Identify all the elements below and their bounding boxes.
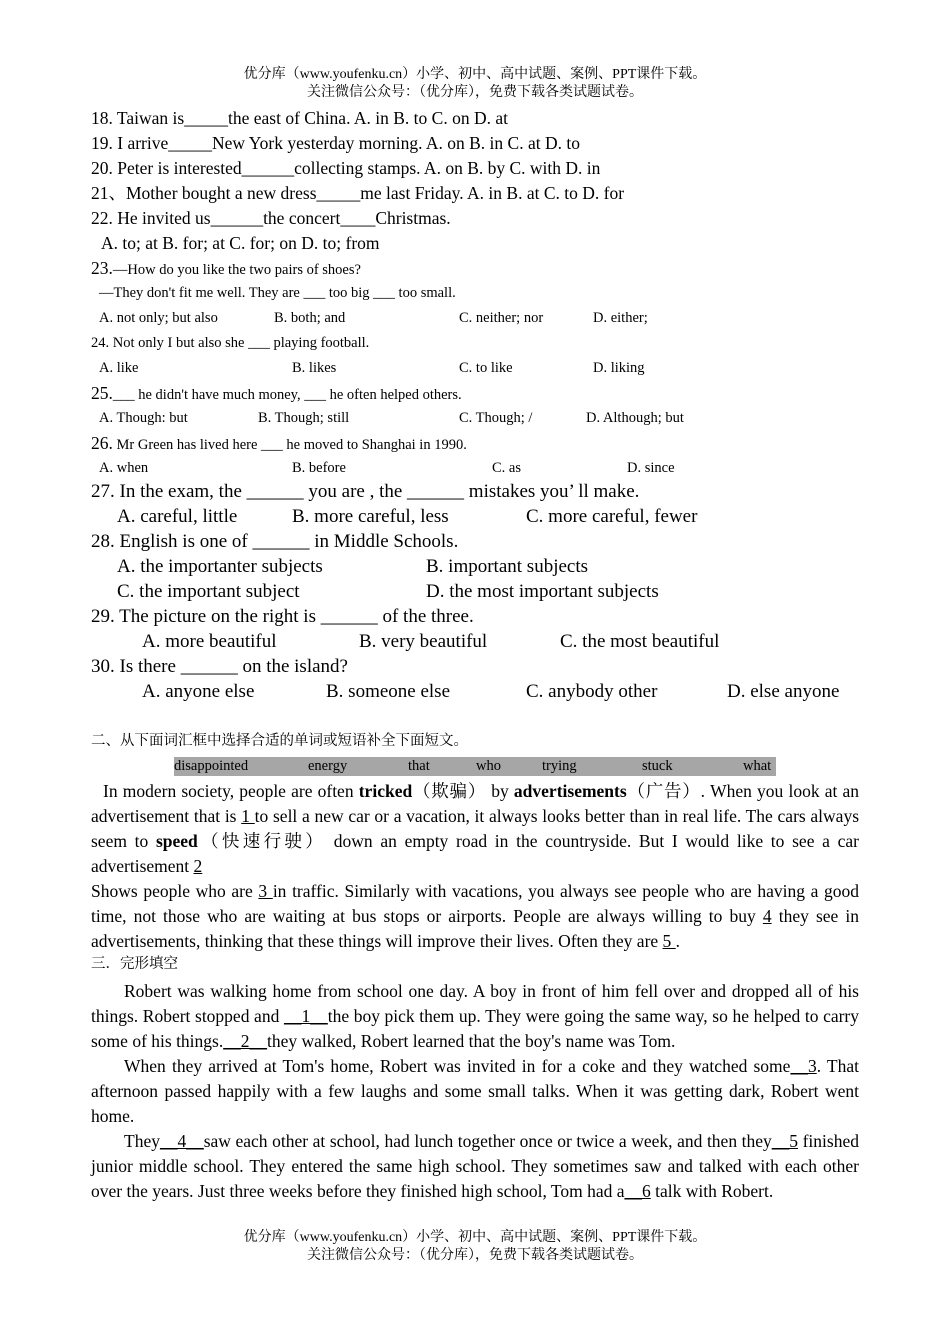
word-bank-item: who [476, 758, 501, 774]
blank-2: 2 [193, 856, 203, 876]
section-2-passage: In modern society, people are often tricked（欺骗） by advertisements（广告）. When you look at an advertisement that is 1 to sell a new car or a vacation, it always looks better than in real life. The cars always seem to speed（快速行驶） down an empty road in the countryside. But I would like to see a car advertisement 2 Shows people who are 3 in traffic. Similarly with vacations, you always see people who are having a good time, not those who are waiting at bus stops or airports. People are always willing to buy 4 they see in advertisements, thinking that these things will improve their lives. Often they are 5 . [91, 781, 860, 951]
option-b: B. someone else [326, 681, 451, 702]
option-c: C. anybody other [526, 681, 658, 702]
section-3-title: 三．完形填空 [91, 956, 178, 972]
section-2-title: 二、从下面词汇框中选择合适的单词或短语补全下面短文。 [91, 733, 468, 749]
option-c: C. to like [459, 360, 513, 376]
section-3-passage: Robert was walking home from school one day. A boy in front of him fell over and dropped all of his things. Robert stopped and __1__the boy pick them up. They were going the same way, so he helped to carry some of his things.__2__they walked, Robert learned that the boy's name was Tom. When they arrived at Tom's home, Robert was invited in for a coke and they watched some__3. That afternoon passed happily with a few laughs and some small talks. When it was getting dark, Robert went home. They__4__saw each other at school, had lunch together once or twice a week, and then they__5 finished junior middle school. They entered the same high school. They sometimes saw and talked with each other over the years. Just three weeks before they finished high school, Tom had a__6 talk with Robert. [91, 981, 860, 1201]
option-b: B. more careful, less [292, 506, 449, 527]
option-a: A. when [99, 460, 149, 476]
option-a: A. Though: but [99, 410, 188, 426]
option-c: C. more careful, fewer [526, 506, 698, 527]
blank-4: 4 [762, 906, 772, 926]
word-bank-item: trying [542, 758, 577, 774]
blank-1: __1__ [283, 1006, 328, 1026]
blank-4: __4__ [159, 1131, 204, 1151]
header-line-2: 关注微信公众号：（优分库），免费下载各类试题试卷。 [307, 85, 643, 100]
blank-5: __5 [771, 1131, 799, 1151]
question-25 [91, 382, 462, 406]
question-23-line-2: —They don't fit me well. They are ___ too big ___ too small. [99, 285, 456, 301]
keyword-tricked: tricked [358, 781, 413, 801]
question-stem: Mr Green has lived here ___ he moved to Shanghai in 1990. [112, 437, 467, 453]
question-29: 29. The picture on the right is ______ of the three. [91, 606, 474, 627]
option-d: D. liking [593, 360, 645, 376]
question-21: 21、Mother bought a new dress_____me last Friday. A. in B. at C. to D. for [91, 183, 625, 203]
question-20: 20. Peter is interested______collecting stamps. A. on B. by C. with D. in [91, 158, 601, 178]
question-19: 19. I arrive_____New York yesterday morning. A. on B. in C. at D. to [91, 133, 580, 153]
option-d: D. the most important subjects [426, 581, 659, 602]
option-d: D. either; [593, 310, 648, 326]
question-18: 18. Taiwan is_____the east of China. A. in B. to C. on D. at [91, 108, 508, 128]
question-26 [91, 432, 467, 456]
option-d: D. else anyone [727, 681, 840, 702]
word-bank-item: that [408, 758, 430, 774]
question-stem: —How do you like the two pairs of shoes? [112, 262, 361, 278]
footer-line-1: 优分库（www.youfenku.cn）小学、初中、高中试题、案例、PPT课件下载。 [243, 1230, 707, 1245]
footer-line-2: 关注微信公众号：（优分库），免费下载各类试题试卷。 [307, 1248, 643, 1263]
option-d: D. since [627, 460, 675, 476]
question-22-options: A. to; at B. for; at C. for; on D. to; from [101, 233, 380, 253]
option-c: C. the important subject [117, 581, 300, 602]
option-a: A. the importanter subjects [117, 556, 323, 577]
question-30: 30. Is there ______ on the island? [91, 656, 348, 677]
option-c: C. neither; nor [459, 310, 544, 326]
blank-2: __2__ [223, 1031, 267, 1051]
option-b: B. likes [292, 360, 337, 376]
question-stem: ___ he didn't have much money, ___ he often helped others. [112, 387, 462, 403]
option-b: B. both; and [274, 310, 346, 326]
option-a: A. anyone else [142, 681, 255, 702]
option-b: B. before [292, 460, 346, 476]
question-27: 27. In the exam, the ______ you are , the ______ mistakes you’ ll make. [91, 481, 640, 502]
option-a: A. like [99, 360, 139, 376]
option-c: C. as [492, 460, 521, 476]
keyword-speed: speed [155, 831, 198, 851]
option-c: C. the most beautiful [560, 631, 720, 652]
option-d: D. Although; but [586, 410, 684, 426]
question-22: 22. He invited us______the concert____Christmas. [91, 208, 451, 228]
blank-3: 3 [258, 881, 273, 901]
question-24: 24. Not only I but also she ___ playing football. [91, 335, 370, 351]
option-b: B. very beautiful [359, 631, 488, 652]
question-number: 25. [91, 383, 113, 403]
option-b: B. Though; still [258, 410, 350, 426]
word-bank-item: disappointed [174, 758, 249, 774]
option-b: B. important subjects [426, 556, 589, 577]
blank-1: 1 [241, 806, 255, 826]
word-bank-item: what [743, 758, 772, 774]
question-28: 28. English is one of ______ in Middle Schools. [91, 531, 459, 552]
word-bank-item: energy [308, 758, 348, 774]
question-number: 26. [91, 433, 113, 453]
option-a: A. more beautiful [142, 631, 277, 652]
question-23 [91, 257, 361, 281]
blank-3: __3 [790, 1056, 817, 1076]
blank-6: __6 [624, 1181, 651, 1201]
option-a: A. careful, little [117, 506, 238, 527]
option-c: C. Though; / [459, 410, 533, 426]
keyword-advertisements: advertisements [513, 781, 627, 801]
word-bank-item: stuck [642, 758, 673, 774]
blank-5: 5 [662, 931, 676, 951]
question-number: 23. [91, 258, 113, 278]
option-a: A. not only; but also [99, 310, 218, 326]
header-line-1: 优分库（www.youfenku.cn）小学、初中、高中试题、案例、PPT课件下载。 [243, 67, 707, 82]
word-bank [174, 757, 776, 776]
